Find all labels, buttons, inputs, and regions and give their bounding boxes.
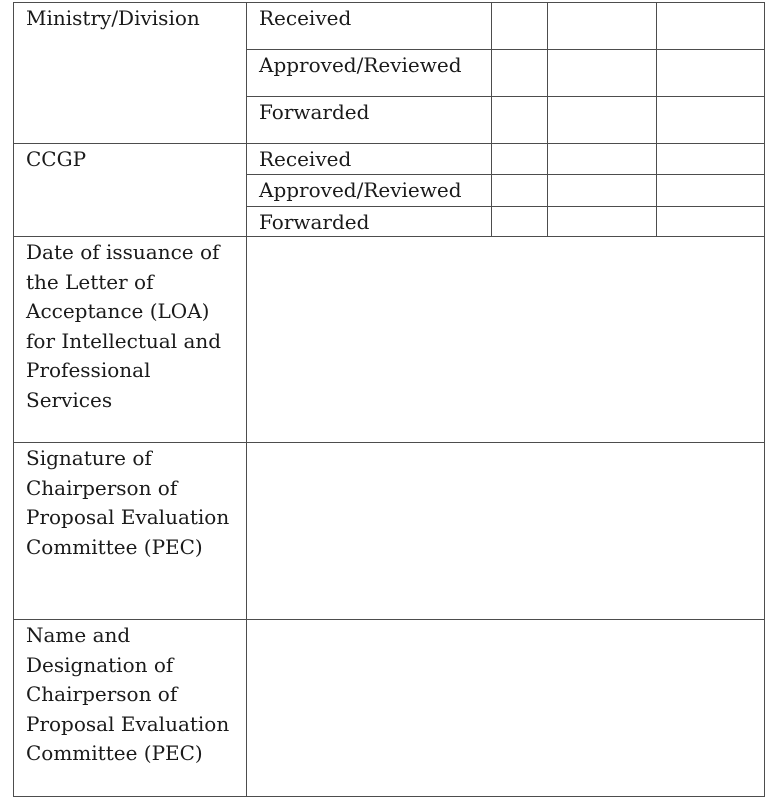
ministry-received-entry-2[interactable]	[548, 3, 657, 50]
ministry-stage-approved-label: Approved/Reviewed	[259, 53, 462, 77]
ccgp-forwarded-entry-3[interactable]	[657, 207, 765, 237]
ministry-stage-received-label: Received	[259, 6, 352, 30]
ministry-received-entry-3[interactable]	[657, 3, 765, 50]
ccgp-forwarded-entry-2[interactable]	[548, 207, 657, 237]
ccgp-cell	[14, 144, 247, 237]
loa-date-label: Date of issuance of the Letter of Acceptance (LOA) for Intellectual and Professional Services	[26, 240, 222, 412]
pec-name-designation-label-cell	[14, 620, 247, 797]
ministry-stage-received-cell	[247, 3, 492, 50]
pec-signature-row	[14, 443, 765, 620]
ministry-received-entry-1[interactable]	[492, 3, 548, 50]
ccgp-approved-entry-2[interactable]	[548, 175, 657, 207]
ministry-stage-approved-cell	[247, 50, 492, 97]
ministry-approved-entry-3[interactable]	[657, 50, 765, 97]
pec-name-designation-row	[14, 620, 765, 797]
ministry-received-row	[14, 3, 765, 50]
pec-name-designation-entry[interactable]	[247, 620, 765, 797]
pec-signature-label-cell	[14, 443, 247, 620]
loa-date-row	[14, 237, 765, 443]
pec-signature-label: Signature of Chairperson of Proposal Evaluation Committee (PEC)	[26, 446, 230, 559]
ccgp-stage-received-cell	[247, 144, 492, 175]
ccgp-stage-forwarded-label: Forwarded	[259, 210, 370, 234]
pec-name-designation-label: Name and Designation of Chairperson of Proposal Evaluation Committee (PEC)	[26, 623, 230, 765]
loa-date-label-cell	[14, 237, 247, 443]
ccgp-stage-approved-label: Approved/Reviewed	[259, 178, 462, 202]
ccgp-received-entry-1[interactable]	[492, 144, 548, 175]
ccgp-received-row	[14, 144, 765, 175]
ccgp-forwarded-entry-1[interactable]	[492, 207, 548, 237]
ministry-division-cell	[14, 3, 247, 144]
ministry-stage-forwarded-cell	[247, 97, 492, 144]
ministry-approved-entry-1[interactable]	[492, 50, 548, 97]
ministry-forwarded-entry-3[interactable]	[657, 97, 765, 144]
ccgp-stage-forwarded-cell	[247, 207, 492, 237]
ministry-division-label: Ministry/Division	[26, 6, 200, 30]
ministry-approved-entry-2[interactable]	[548, 50, 657, 97]
ccgp-received-entry-3[interactable]	[657, 144, 765, 175]
ccgp-stage-approved-cell	[247, 175, 492, 207]
ministry-forwarded-entry-1[interactable]	[492, 97, 548, 144]
ccgp-received-entry-2[interactable]	[548, 144, 657, 175]
ccgp-approved-entry-1[interactable]	[492, 175, 548, 207]
ccgp-label: CCGP	[26, 147, 87, 171]
loa-date-entry[interactable]	[247, 237, 765, 443]
pec-signature-entry[interactable]	[247, 443, 765, 620]
ccgp-approved-entry-3[interactable]	[657, 175, 765, 207]
approval-form-table	[13, 2, 765, 797]
ministry-stage-forwarded-label: Forwarded	[259, 100, 370, 124]
ministry-forwarded-entry-2[interactable]	[548, 97, 657, 144]
ccgp-stage-received-label: Received	[259, 147, 352, 171]
